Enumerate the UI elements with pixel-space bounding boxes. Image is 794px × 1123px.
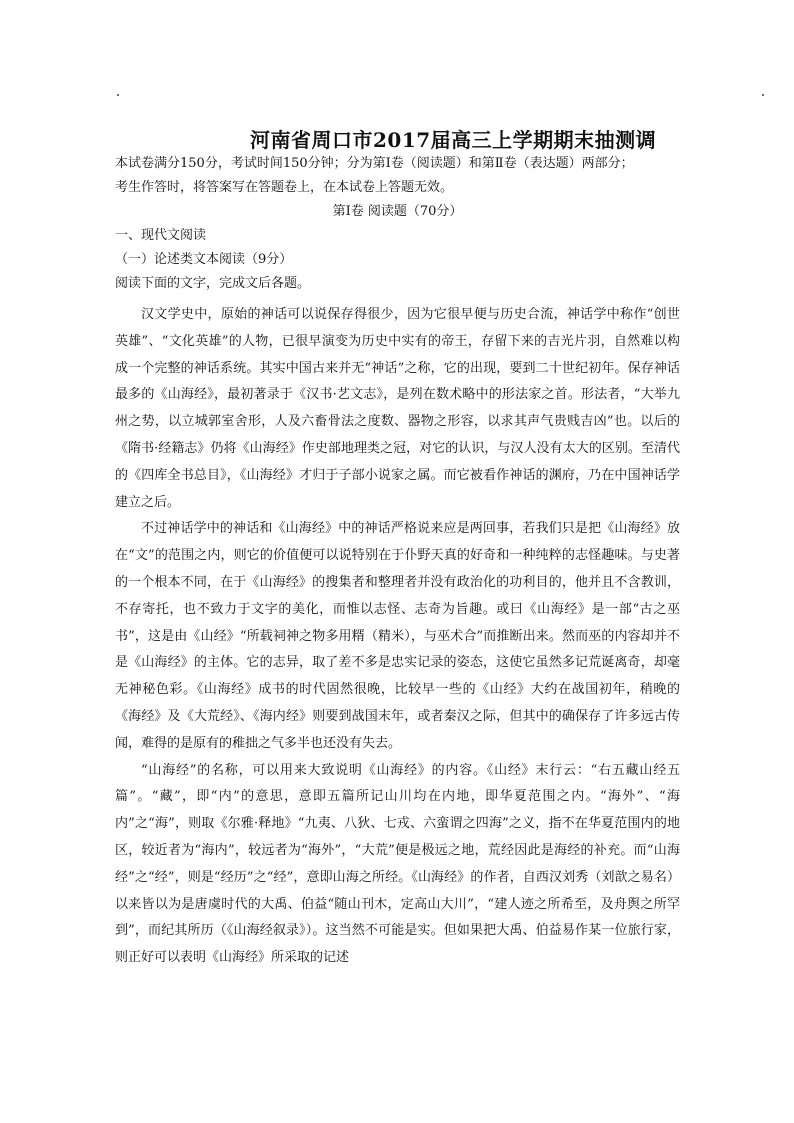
passage-paragraph-1: 汉文学史中，原始的神话可以说保存得很少，因为它很早便与历史合流，神话学中称作“创世英雄”、“文化英雄”的人物，已很早演变为历史中实有的帝王，存留下来的吉光片羽，自然难以构成一个完整的神话系统。其实中国古来并无“神话”之称，它的出现，要到二十世纪初年。保存神话最多的《山海经》，最初著录于《汉书·艺文志》，是列在数术略中的形法家之首。形法者，“大举九州之势，以立城郭室舍形，人及六畜骨法之度数、器物之形容，以求其声气贵贱吉凶”也。以后的《隋书·经籍志》仍将《山海经》作史部地理类之冠，对它的认识，与汉人没有太大的区别。至清代的《四库全书总目》，《山海经》才归于子部小说家之属。而它被看作神话的渊府，乃在中国神话学建立之后。: [115, 307, 680, 510]
section-heading: 一、现代文阅读: [115, 228, 207, 243]
reading-instruction: 阅读下面的文字，完成文后各题。: [115, 276, 311, 291]
passage-paragraph-3: “山海经”的名称，可以用来大致说明《山海经》的内容。《山经》末行云：“右五藏山经五篇”。“藏”，即“内”的意思，意即五篇所记山川均在内地，即华夏范围之内。“海外”、“海内”之“海”，则取《尔雅·释地》“九夷、八狄、七戎、六蛮谓之四海”之义，指不在华夏范围内的地区，较近者为“海内”，较远者为“海外”，“大荒”便是极远之地，荒经因此是海经的补充。而“山海经”之“经”，则是“经历”之“经”，意即山海之所经。《山海经》的作者，自西汉刘秀（刘歆之易名）以来皆以为是唐虞时代的大禹、伯益“随山刊木，定高山大川”，“建人迹之所希至，及舟舆之所罕到”，而纪其所历（《山海经叙录》）。这当然不可能是实。但如果把大禹、伯益易作某一位旅行家，则正好可以表明《山海经》所采取的记述: [115, 762, 680, 966]
page-corner-mark-left: [117, 94, 119, 96]
passage-paragraph-2: 不过神话学中的神话和《山海经》中的神话严格说来应是两回事，若我们只是把《山海经》放在“文”的范围之内，则它的价值便可以说特别在于仆野天真的好奇和一种纯粹的志怪趣味。与史著的一个根本不同，在于《山海经》的搜集者和整理者并没有政治化的功利目的，他并且不含教训，不存寄托，也不致力于文字的美化，而惟以志怪、志奇为旨趣。或曰《山海经》是一部“古之巫书”，这是由《山经》“所载祠神之物多用糈（精米），与巫术合”而推断出来。然而巫的内容却并不是《山海经》的主体。它的志异，取了差不多是忠实记录的姿态，这使它虽然多记荒诞离奇，却毫无神秘色彩。《山海经》成书的时代固然很晚，比较早一些的《山经》大约在战国初年，稍晚的《海经》及《大荒经》、《海内经》则要到战国末年，或者秦汉之际，但其中的确保存了许多远古传闻，难得的是原有的稚拙之气多半也还没有失去。: [115, 521, 680, 751]
exam-intro-line-2: 考生作答时，将答案写在答题卷上，在本试卷上答题无效。: [115, 180, 454, 195]
volume-heading: 第Ⅰ卷 阅读题（70分）: [332, 204, 463, 219]
document-body: [115, 152, 680, 972]
subsection-heading: （一）论述类文本阅读（9分）: [115, 252, 293, 267]
exam-intro-line-1: 本试卷满分150分，考试时间150分钟；分为第Ⅰ卷（阅读题）和第Ⅱ卷（表达题）两部分；: [115, 156, 634, 171]
page-corner-mark-right: [762, 94, 764, 96]
document-title: 河南省周口市2017届高三上学期期末抽测调: [250, 128, 657, 152]
